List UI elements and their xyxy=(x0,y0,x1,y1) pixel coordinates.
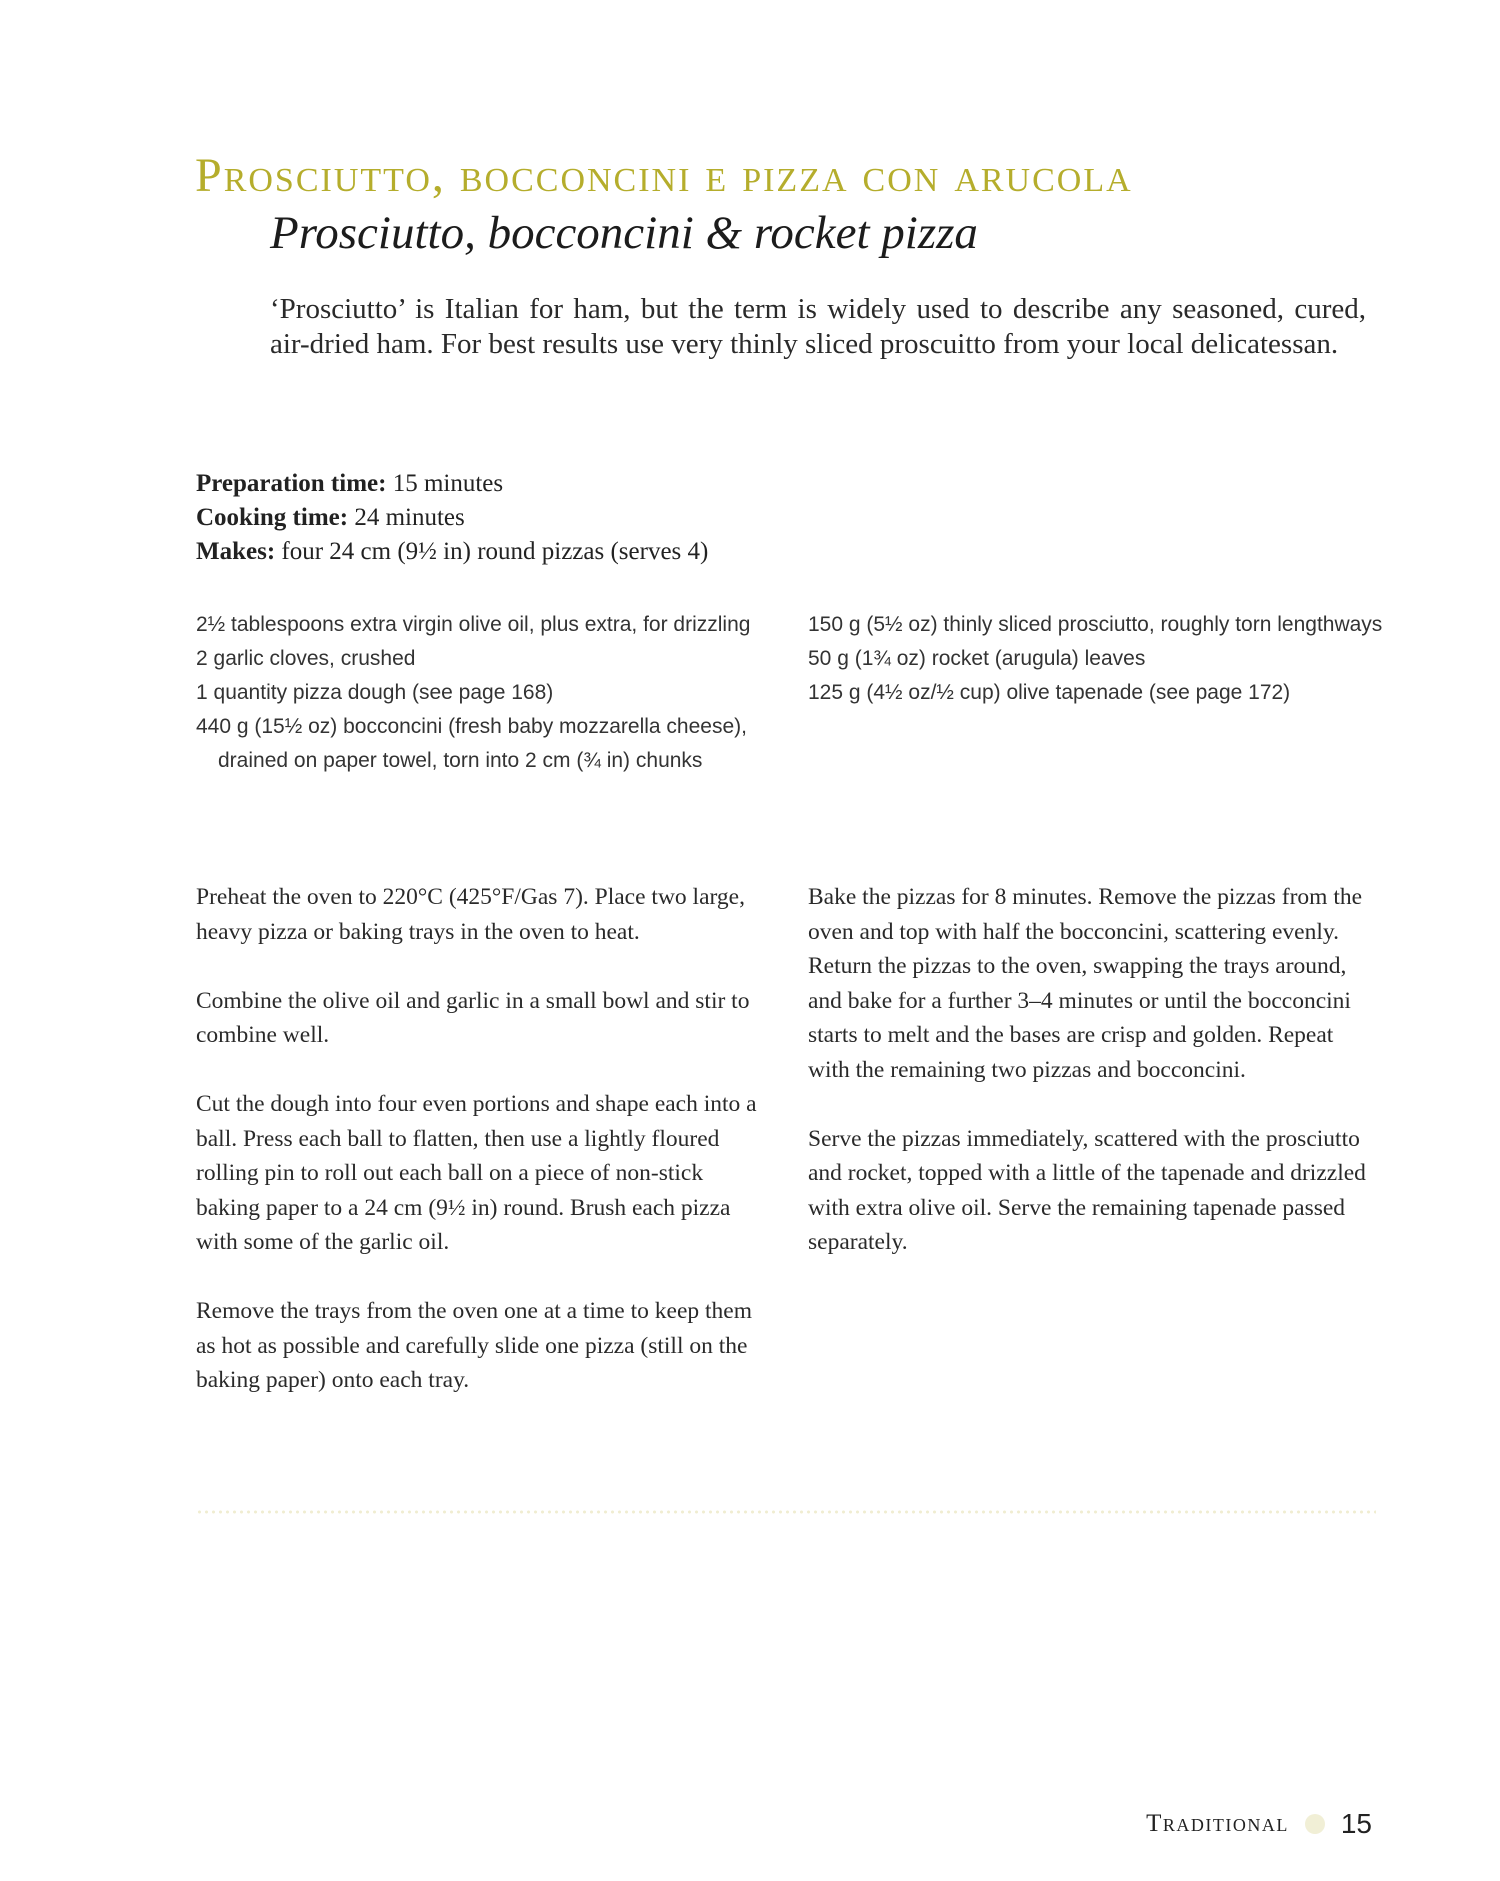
method-step: Combine the olive oil and garlic in a small bowl and stir to combine well. xyxy=(196,987,750,1048)
ingredient-item: 50 g (1¾ oz) rocket (arugula) leaves xyxy=(808,647,1146,670)
method-step: Cut the dough into four even portions and shape each into a ball. Press each ball to flatten, then use a lightly floured rolling pin to roll out each ball on a piece of non-stick baking paper to a 24 cm (9½ in) round. Brush each pizza with some of the garlic oil. xyxy=(196,1091,757,1255)
page-footer xyxy=(1146,1808,1372,1840)
cook-time-row xyxy=(196,501,896,535)
recipe-intro: ‘Prosciutto’ is Italian for ham, but the term is widely used to describe any seasoned, cured, air-dried ham. For best results use very thinly sliced proscuitto from your local delicatessan. xyxy=(270,293,1366,360)
recipe-meta xyxy=(196,467,896,569)
prep-time-value: 15 minutes xyxy=(392,470,504,497)
prep-time-row xyxy=(196,467,896,501)
page-number: 15 xyxy=(1340,1808,1372,1839)
method-step: Serve the pizzas immediately, scattered with the prosciutto and rocket, topped with a little of the tapenade and drizzled with extra olive oil. Serve the remaining tapenade passed separately. xyxy=(808,1125,1366,1255)
ingredient-item: 440 g (15½ oz) bocconcini (fresh baby mozzarella cheese), drained on paper towel, torn into 2 cm (¾ in) chunks xyxy=(196,715,747,772)
ingredients-list-right xyxy=(808,608,1388,710)
cook-time-label: Cooking time: xyxy=(196,504,349,531)
prep-time-label: Preparation time: xyxy=(196,470,387,497)
makes-label: Makes: xyxy=(196,538,276,565)
method-step: Preheat the oven to 220°C (425°F/Gas 7). Place two large, heavy pizza or baking trays in the oven to heat. xyxy=(196,884,745,945)
ingredient-item: 1 quantity pizza dough (see page 168) xyxy=(196,681,554,704)
recipe-title-italian: Prosciutto, bocconcini e pizza con arucola xyxy=(195,149,1133,202)
decorative-dotted-divider xyxy=(196,1508,1376,1516)
method-step: Remove the trays from the oven one at a time to keep them as hot as possible and carefully slide one pizza (still on the baking paper) onto each tray. xyxy=(196,1298,752,1393)
cook-time-value: 24 minutes xyxy=(354,504,465,531)
recipe-title-english: Prosciutto, bocconcini & rocket pizza xyxy=(270,207,978,259)
ingredient-item: 2½ tablespoons extra virgin olive oil, plus extra, for drizzling xyxy=(196,613,751,636)
makes-value: four 24 cm (9½ in) round pizzas (serves 4) xyxy=(281,538,709,565)
method-step: Bake the pizzas for 8 minutes. Remove the pizzas from the oven and top with half the bocconcini, scattering evenly. Return the pizzas to the oven, swapping the trays around, and bake for a further 3–4 minutes or until the bocconcini starts to melt and the bases are crisp and golden. Repeat with the remaining two pizzas and bocconcini. xyxy=(808,884,1363,1083)
method-column-right xyxy=(808,880,1378,1294)
footer-section-name: Traditional xyxy=(1146,1810,1289,1837)
method-column-left xyxy=(196,880,766,1432)
flower-ornament-icon xyxy=(1305,1814,1325,1834)
ingredient-item: 125 g (4½ oz/½ cup) olive tapenade (see page 172) xyxy=(808,681,1291,704)
ingredient-item: 2 garlic cloves, crushed xyxy=(196,647,416,670)
ingredients-list-left xyxy=(196,608,756,778)
makes-row xyxy=(196,535,896,569)
ingredient-item: 150 g (5½ oz) thinly sliced prosciutto, roughly torn lengthways xyxy=(808,613,1383,636)
